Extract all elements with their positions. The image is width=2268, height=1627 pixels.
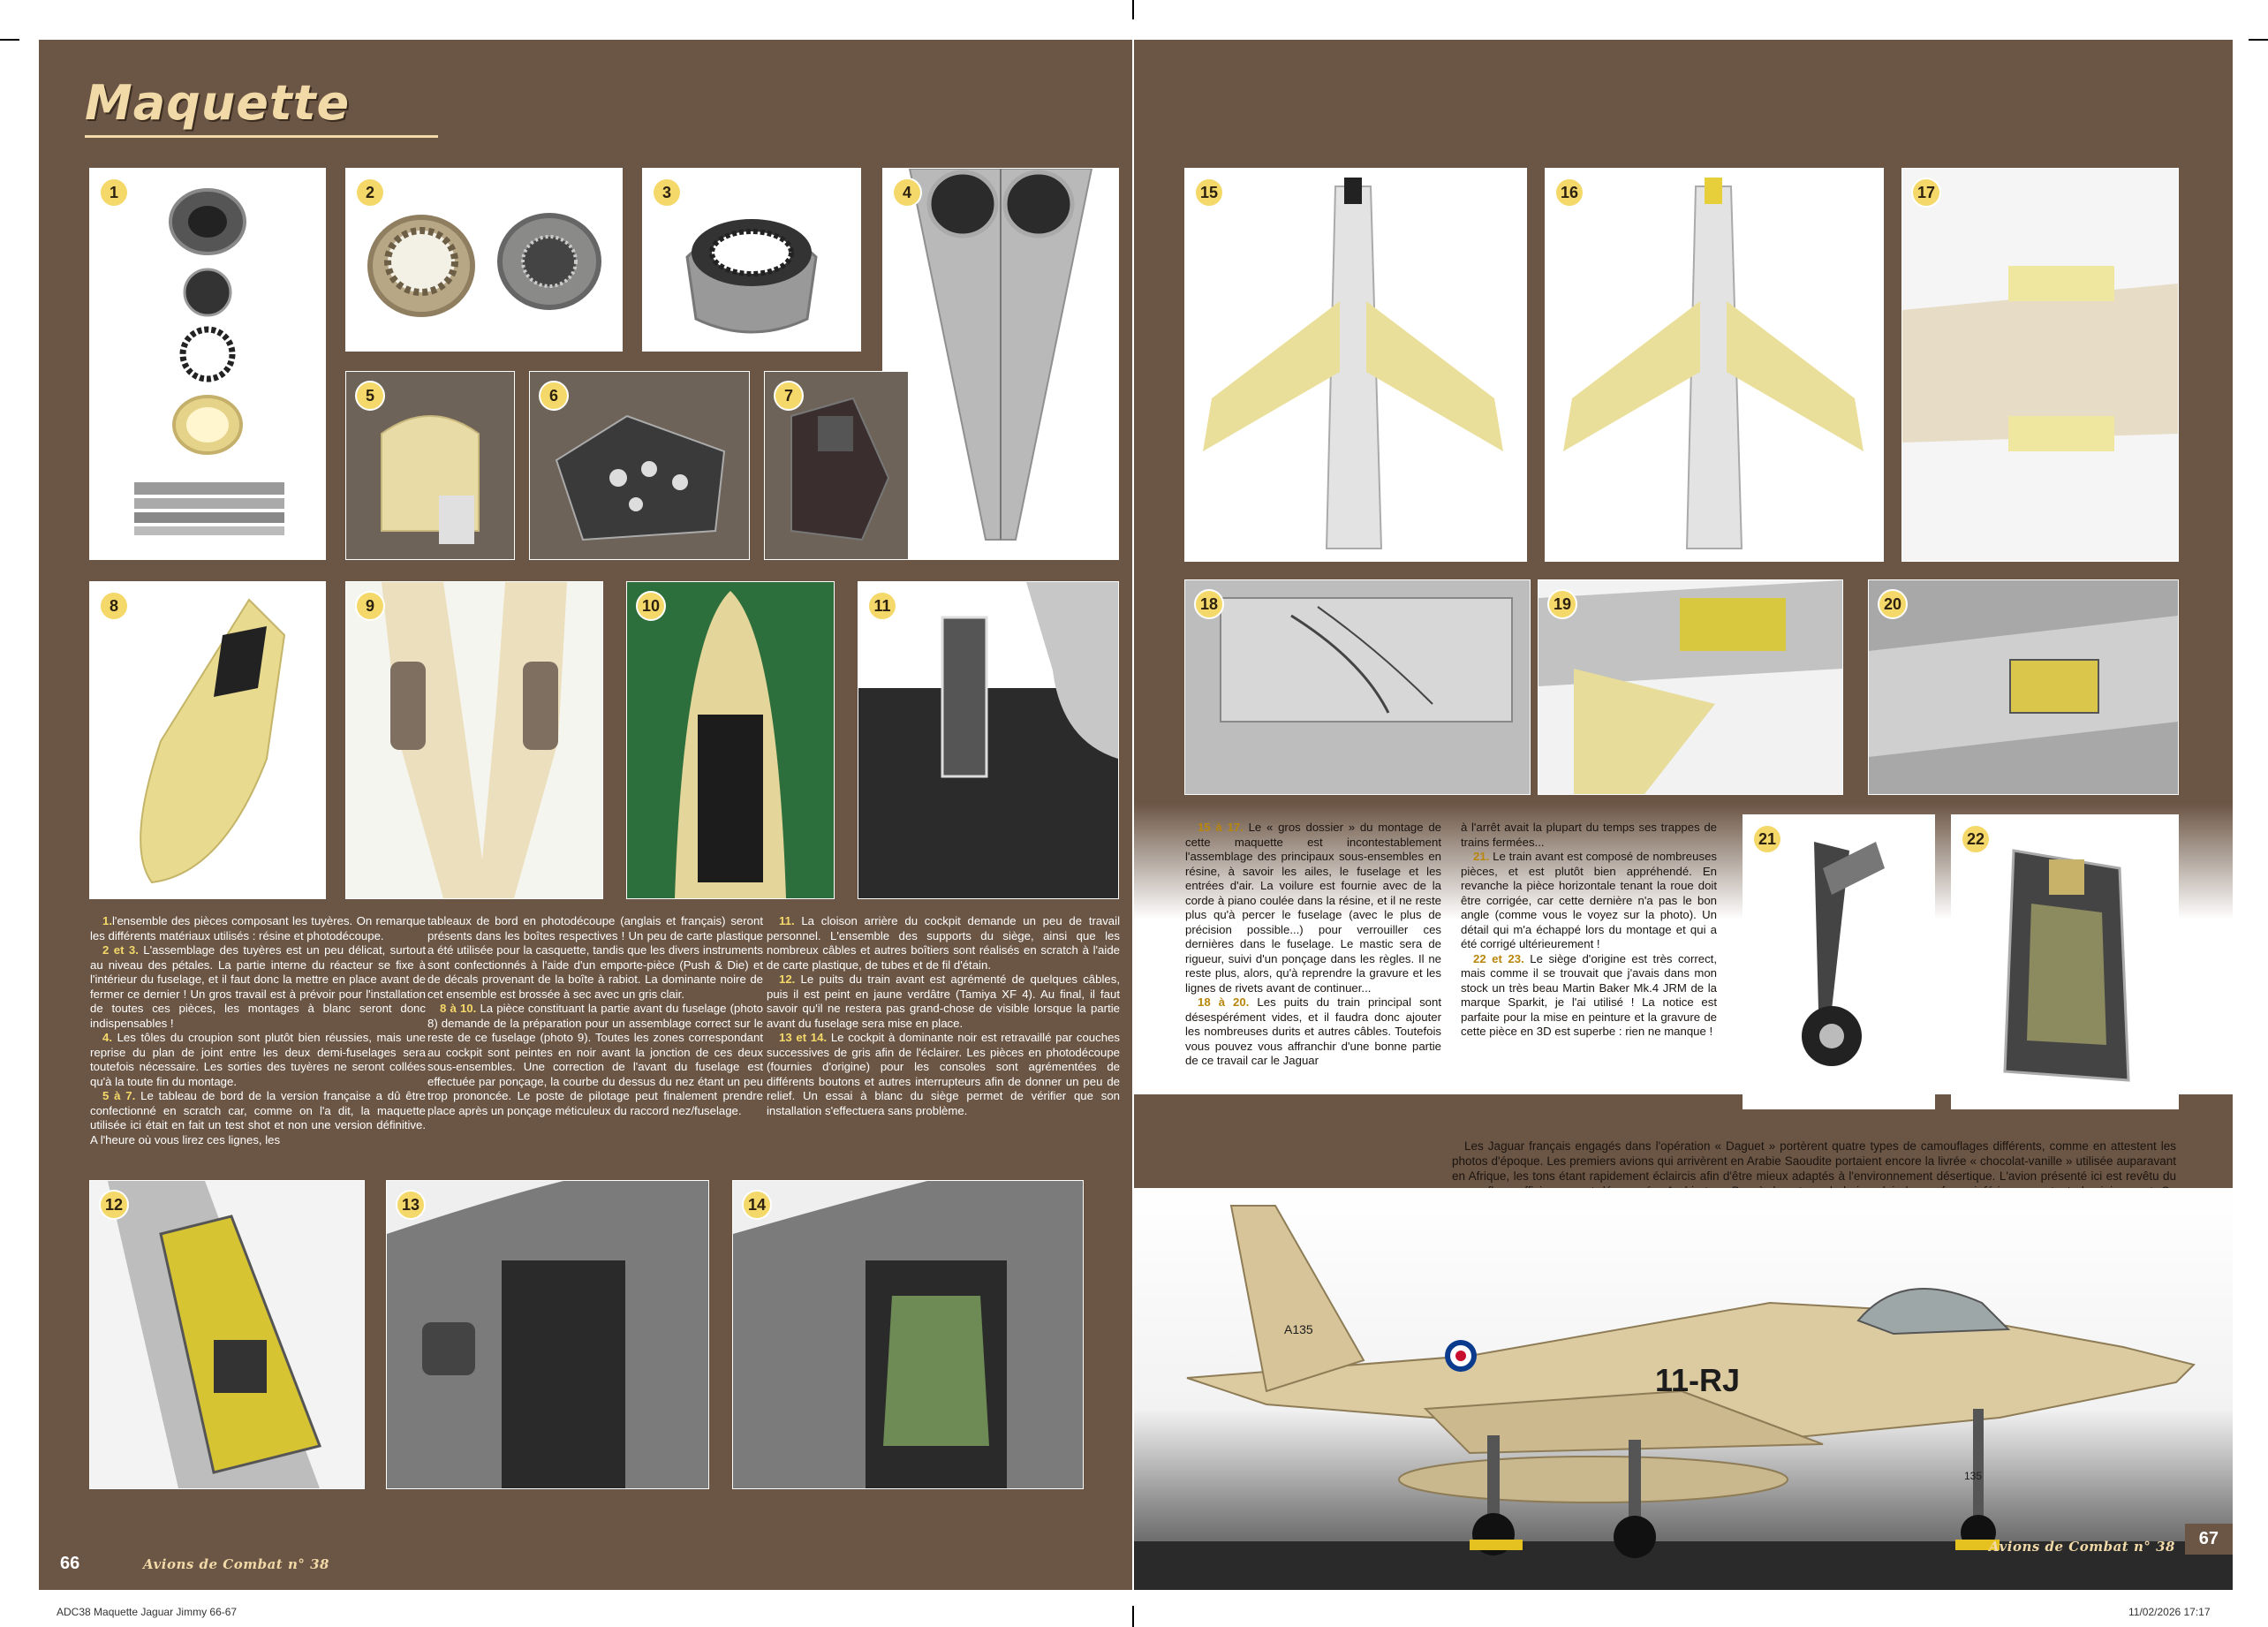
nozzle-parts-illustration (90, 169, 325, 559)
page-number: 66 (60, 1554, 80, 1573)
nose-gear-bay-illustration (90, 1181, 364, 1488)
photo-13 (387, 1181, 708, 1488)
paragraph: 21. Le train avant est composé de nombreuses pièces, et est plutôt bien appréhendé. En revanche la pièce horizontale tenant la roue doit être corrigée, car cette dernière n'a pas le bon angle (comme vous le voyez sur la photo). Un détail qui m'a échappé lors du montage et qui a été corrigé ultérieurement ! (1461, 850, 1717, 950)
photo-number: 9 (355, 591, 385, 621)
page-number: 67 (2185, 1524, 2233, 1555)
cockpit-gray-illustration (387, 1181, 708, 1488)
paragraph: 22 et 23. Le siège d'origine est très correct, mais comme il se trouvait que j'avais dans mon stock un très beau Martin Baker Mk.4 JRM de la marque Sparkit, je l'ai utilisé ! La notice est parfaite pour la mise en peinture et la gravure de cette pièce en 3D est superbe : rien ne manque ! (1461, 951, 1717, 1038)
photo-number: 2 (355, 178, 385, 208)
photo-number: 22 (1961, 824, 1991, 854)
photo-5 (346, 372, 514, 559)
nose-section-illustration (90, 582, 325, 898)
photo-20 (1869, 580, 2178, 794)
paragraph: 18 à 20. Les puits du train principal sont désespérément vides, et il faudra donc ajouter les nombreuses durits et autres câbles. Toutefois vous pouvez vous affranchir d'une bonne partie de ce travail car le Jaguar (1185, 995, 1441, 1067)
photo-number: 16 (1554, 178, 1584, 208)
photo-number: 12 (99, 1190, 129, 1220)
magazine-title: Avions de Combat n° 38 (143, 1556, 329, 1572)
tail-section-illustration (883, 169, 1118, 559)
section-title: Maquette (85, 75, 351, 131)
photo-21 (1743, 815, 1934, 1109)
crop-mark (1132, 0, 1134, 19)
fuselage-front-illustration (346, 582, 602, 898)
photo-4 (883, 169, 1118, 559)
photo-number: 11 (867, 591, 897, 621)
text-column-4 (1185, 821, 1441, 1112)
photo-number: 4 (892, 178, 922, 208)
photo-number: 18 (1194, 589, 1224, 619)
photo-10 (627, 582, 834, 898)
ejection-seat-illustration (1952, 815, 2178, 1109)
photo-number: 3 (652, 178, 682, 208)
photo-number: 21 (1752, 824, 1782, 854)
magazine-title: Avions de Combat n° 38 (1989, 1539, 2175, 1555)
photo-19 (1538, 580, 1842, 794)
photo-8 (90, 582, 325, 898)
text-column-2 (427, 914, 763, 1206)
photo-number: 5 (355, 381, 385, 411)
photo-15 (1185, 169, 1526, 561)
photo-number: 14 (742, 1190, 772, 1220)
aircraft-serial: A135 (1284, 1322, 1313, 1336)
photo-22 (1952, 815, 2178, 1109)
rear-bulkhead-illustration (858, 582, 1118, 898)
photo-16 (1546, 169, 1883, 561)
paragraph: 8 à 10. La pièce constituant la partie avant du fuselage (photo 8) demande de la préparation pour un assemblage correct sur le reste de ce fuselage (photo 9). Toutes les zones correspondant au cockpit sont peintes en noir avant la jonction de ces deux sous-ensembles. Une correction de l'avant du fuselage est effectuée par ponçage, la courbe du dessus du nez étant un peu trop prononcée. Le poste de pilotage peut finalement prendre place après un ponçage méticuleux du raccord nez/fuselage. (427, 1002, 763, 1117)
photo-number: 6 (539, 381, 569, 411)
paragraph: 1.l'ensemble des pièces composant les tuyères. On remarque les différents matériaux utilisés : résine et photodécoupe. (90, 914, 426, 942)
photo-12 (90, 1181, 364, 1488)
crop-mark (2249, 39, 2268, 41)
paragraph: tableaux de bord en photodécoupe (anglais et français) seront présents dans les boîtes respectives ! Un peu de carte plastique a été utilisée pour la casquette, tandis que les divers instruments sont confectionnés à l'aide d'un emporte-pièce (Push & Die) et de décals provenant de la boîte à rabiot. La dominante noire de cet ensemble est brossée à sec avec un gris clair. (427, 914, 763, 1001)
wing-gear-bay-illustration (1538, 580, 1842, 794)
photo-14 (733, 1181, 1083, 1488)
photo-number: 8 (99, 591, 129, 621)
cockpit-installed-illustration (627, 582, 834, 898)
intakes-fit-illustration (1902, 169, 2178, 561)
photo-number: 15 (1194, 178, 1224, 208)
paragraph: 15 à 17. Le « gros dossier » du montage de cette maquette est incontestablement l'assemblage des principaux sous-ensembles en résine, à savoir les ailes, le fuselage et les entrées d'air. La voilure est fournie avec de la corde à piano coulée dans la résine, et il ne reste plus qu'à percer le fuselage (avec le plus de précision possible...) pour verrouiller ces dernières dans le fuselage. Le mastic sera de rigueur, suivi d'un ponçage dans les règles. Il ne reste plus, alors, qu'à reprendre la gravure et les lignes de rivets avant de continuer... (1185, 821, 1441, 995)
nozzle-petals-illustration (346, 169, 622, 351)
footer-right: 11/02/2026 17:17 (2128, 1606, 2211, 1618)
nose-gear-leg-illustration (1743, 815, 1934, 1109)
gear-number: 135 (1964, 1470, 1983, 1482)
photo-2 (346, 169, 622, 351)
photo-number: 13 (396, 1190, 426, 1220)
aircraft-code: 11-RJ (1655, 1362, 1741, 1398)
paragraph: 12. Le puits du train avant est agrémenté de quelques câbles, puis il est peint en jaune verdâtre (Tamiya XF 4). Au final, il faut savoir qu'il ne restera pas grand-chose de visible lorsque la partie avant du fuselage sera mise en place. (767, 972, 1120, 1030)
paragraph: 13 et 14. Le cockpit à dominante noir est retravaillé par couches successives de gris afin de l'éclairer. Les pièces en photodécoupe (fournies d'origine) pour les consoles sont agrémentées de différents boutons et autres interrupteurs afin de donner un peu de relief. Un essai à blanc du siège permet de vérifier que son installation s'effectuera sans problème. (767, 1031, 1120, 1117)
photo-18 (1185, 580, 1530, 794)
paragraph: 11. La cloison arrière du cockpit demande un peu de travail personnel. L'ensemble des supports du siège, ainsi que les nombreux câbles et autres boîtiers sont réalisés en scratch à l'aide de carte plastique, de tubes et de fil d'étain. (767, 914, 1120, 972)
airframe-top-view-illustration (1185, 169, 1526, 561)
paragraph: 2 et 3. L'assemblage des tuyères est un peu délicat, surtout au niveau des pétales. La partie interne du réacteur se fixe à l'intérieur du fuselage, et il faut donc la mettre en place avant de fermer ce dernier ! Un gros travail est à prévoir pour l'installation de toutes ces pièces, les montages à blanc seront donc indispensables ! (90, 943, 426, 1030)
text-column-3 (767, 914, 1120, 1206)
photo-3 (643, 169, 860, 351)
footer-left: ADC38 Maquette Jaguar Jimmy 66-67 (57, 1606, 238, 1618)
paragraph: 4. Les tôles du croupion sont plutôt bien réussies, mais une reprise du plan de joint entre les deux demi-fuselages sera toutefois nécessaire. Les sorties des tuyères ne seront collées qu'à la toute fin du montage. (90, 1031, 426, 1088)
jaguar-model-photo (1134, 1188, 2233, 1590)
photo-number: 20 (1878, 589, 1908, 619)
crop-mark (1132, 1606, 1134, 1627)
right-page (1134, 40, 2233, 1590)
title-underline (85, 135, 438, 138)
photo-9 (346, 582, 602, 898)
photo-number: 17 (1911, 178, 1941, 208)
text-column-5 (1461, 821, 1717, 1112)
photo-6 (530, 372, 749, 559)
airframe-underside-illustration (1546, 169, 1883, 561)
photo-number: 10 (636, 591, 666, 621)
photo-7 (765, 372, 908, 559)
photo-number: 7 (774, 381, 804, 411)
photo-caption: Les Jaguar français engagés dans l'opération « Daguet » portèrent quatre types de camouflages différents, comme en attestent les photos d'époque. Les premiers avions qui arrivèrent en Arabie Saoudite portaient encore la livrée « chocolat-vanille » utilisée auparavant en Afrique, les tons étant rapidement éclaircis afin d'être mieux adaptés à l'environnement désertique. L'avion présenté ici est revêtu du (1452, 1139, 2176, 1183)
text-column-1 (90, 914, 426, 1206)
paragraph: à l'arrêt avait la plupart du temps ses trappes de trains fermées... (1461, 821, 1717, 849)
photo-17 (1902, 169, 2178, 561)
fuselage-detail-illustration (1869, 580, 2178, 794)
photo-1 (90, 169, 325, 559)
photo-number: 1 (99, 178, 129, 208)
crop-mark (0, 39, 19, 41)
main-gear-bay-illustration (1185, 580, 1530, 794)
paragraph: 5 à 7. Le tableau de bord de la version française a dû être confectionné en scratch car, comme on l'a dit, la maquette utilisée ici était en fait un test shot et non une version définitive. A l'heure où vous lirez ces lignes, les (90, 1089, 426, 1146)
photo-number: 19 (1547, 589, 1577, 619)
photo-11 (858, 582, 1118, 898)
left-page (39, 40, 1132, 1590)
ejection-seat-test-fit-illustration (733, 1181, 1083, 1488)
jaguar-aircraft-illustration (1134, 1188, 2233, 1590)
